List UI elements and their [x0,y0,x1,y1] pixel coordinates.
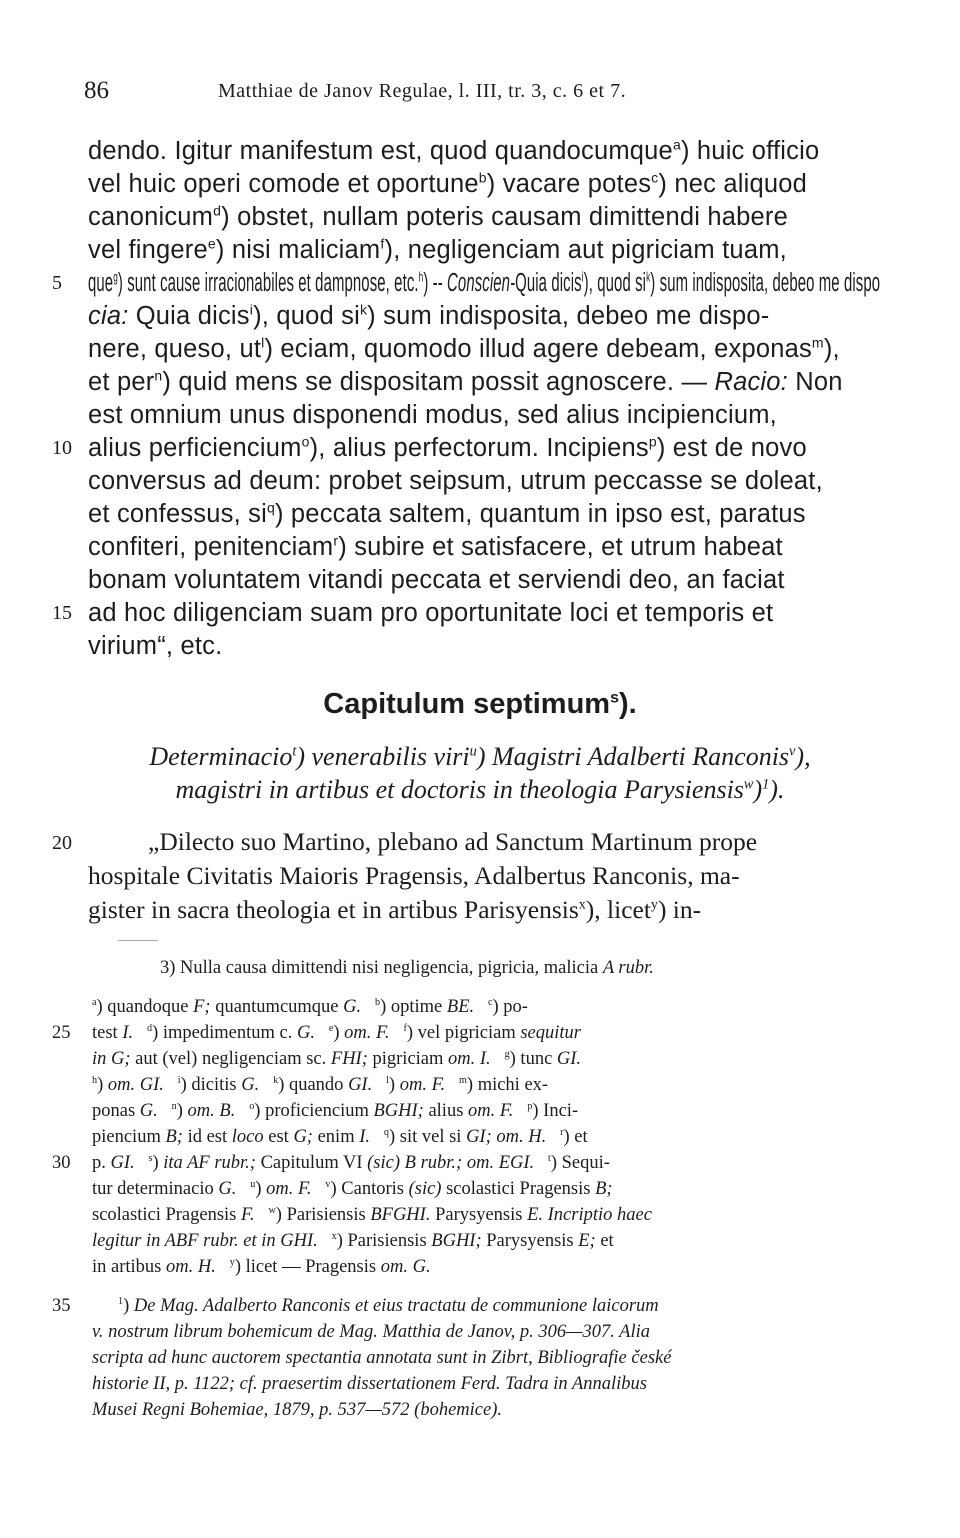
page-number: 86 [84,77,109,104]
line-number: 30 [52,1153,71,1173]
footnote-line: $^h$) om. GI. $^i$) dicitis G. $^k$) quando GI. $^l$) om. F. $^m$) michi ex- [92,1074,549,1095]
footnote-line: historie II, p. 1122; cf. praesertim dissertationem Ferd. Tadra in Annalibus [92,1374,647,1394]
footnote-line: $^a$) quandoque F; quantumcumque G. $^b$) optime BE. $^c$) po- [92,996,528,1017]
footnote-line: piencium B; id est loco est G; enim I. $^q$) sit vel si GI; om. H. $^r$) et [92,1126,588,1147]
footnote: 3) Nulla causa dimittendi nisi negligencia, pigricia, malicia A rubr. [160,958,654,978]
line-number: 10 [52,437,72,459]
chapter-title: Capitulum septimum$^s$). [323,688,637,720]
text-line: nere, queso, $ut^l$) eciam, quomodo illud agere debeam, exponas$^m$), [88,334,840,363]
text-line: ad hoc diligenciam suam pro oportunitate loci et temporis et [88,599,774,627]
footnote-line: legitur in ABF rubr. et in GHI. $^x$) Parisiensis BGHI; Parysyensis E; et [92,1230,614,1251]
line-number: 25 [52,1023,71,1043]
text-line: que$^g$) sunt cause irracionabiles et dampnose, etc.$^h$) -- Conscien-Quia dicis$^i$), quod $si^k$) sum indisposita, debeo me dispo [88,268,881,297]
line-number: 15 [52,602,72,624]
line-number: 20 [52,832,72,854]
text-line: cia: Quia dicis$^i$), quod $si^k$) sum indisposita, debeo me dispo- [88,301,770,330]
running-title: Matthiae de Janov Regulae, l. III, tr. 3, c. 6 et 7. [218,80,627,102]
text-line: confiteri, penitenciam$^r$) subire et satisfacere, et utrum habeat [88,532,783,561]
text-line: est omnium unus disponendi modus, sed alius incipiencium, [88,401,777,429]
footnote-line: Musei Regni Bohemiae, 1879, p. 537—572 (bohemice). [92,1400,502,1420]
footnote-line: test I. $^d$) impedimentum c. G. $^e$) om. F. $^f$) vel pigriciam sequitur [92,1022,581,1043]
footnote-line: tur determinacio G. $^u$) om. F. $^v$) Cantoris (sic) scolastici Pragensis B; [92,1178,613,1199]
footnote-line: in artibus om. H. $^y$) licet — Pragensis om. G. [92,1256,431,1277]
text-line: et per$^n$) quid mens se dispositam possit agnoscere. — Racio: Non [88,367,843,396]
text-line: gister in sacra theologia et in artibus Parisyensis$^x$), licet$^y$) in- [88,895,702,924]
text-line: bonam voluntatem vitandi peccata et serviendi deo, an faciat [88,566,785,594]
text-line: alius perficiencium$^o$), alius perfectorum. Incipiens$^p$) est de novo [88,433,807,462]
text-line: et confessus, $si^q$) peccata saltem, quantum in ipso est, paratus [88,499,806,528]
footnote-line: ponas G. $^n$) om. B. $^o$) proficiencium BGHI; alius om. F. $^p$) Inci- [92,1100,579,1121]
footnote-line: $^1$) De Mag. Adalberto Ranconis et eius tractatu de communione laicorum [118,1295,659,1316]
footnote-line: p. GI. $^s$) ita AF rubr.; Capitulum VI (sic) B rubr.; om. EGI. $^t$) Sequi- [92,1152,610,1173]
footnote-line: scolastici Pragensis F. $^w$) Parisiensis BFGHI. Parysyensis E. Incriptio haec [92,1204,652,1225]
footnote-separator [118,940,158,941]
line-number: 35 [52,1296,71,1316]
footnote-line: v. nostrum librum bohemicum de Mag. Matthia de Janov, p. 306—307. Alia [92,1322,651,1342]
text-line: conversus ad deum: probet seipsum, utrum peccasse se doleat, [88,467,823,495]
text-line: vel huic operi comode et oportune$^b$) vacare potes$^c$) nec aliquod [88,169,807,198]
footnote-line: in G; aut (vel) negligenciam sc. FHI; pigriciam om. I. $^g$) tunc GI. [92,1048,582,1069]
chapter-subtitle: Determinacio$^t$) venerabilis viri$^u$) Magistri Adalberti Ranconis$^v$), [149,742,811,771]
text-line: „Dilecto suo Martino, plebano ad Sanctum Martinum prope [148,827,758,856]
text-line: virium“, etc. [88,632,223,660]
text-line: hospitale Civitatis Maioris Pragensis, Adalbertus Ranconis, ma- [88,861,740,890]
text-line: vel fingere$^e$) nisi maliciam$^f$), negligenciam aut pigriciam tuam, [88,235,787,264]
chapter-subtitle: magistri in artibus et doctoris in theologia Parysiensis$^w$)$^1$). [175,775,785,804]
line-number: 5 [52,272,62,294]
footnote-line: scripta ad hunc auctorem spectantia annotata sunt in Zibrt, Bibliografie české [92,1348,672,1368]
text-line: dendo. Igitur manifestum est, quod quandocumque$^a$) huic officio [88,136,820,165]
text-line: canonicum$^d$) obstet, nullam poteris causam dimittendi habere [88,202,788,231]
